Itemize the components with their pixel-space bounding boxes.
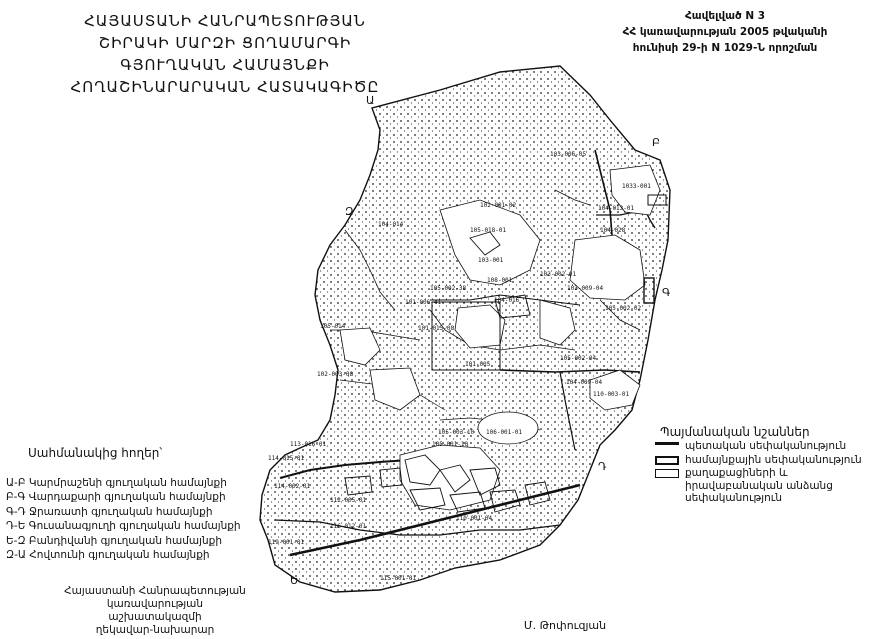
legend-item bbox=[655, 454, 862, 467]
annex-line: Հավելված N 3 bbox=[684, 10, 766, 22]
parcel-label: 110-003-01 bbox=[593, 391, 630, 398]
signature-line: Հայաստանի Հանրապետության bbox=[64, 585, 246, 597]
legend-title: Պայմանական նշաններ bbox=[660, 425, 810, 439]
annex-line: ՀՀ կառավարության 2005 թվականի bbox=[622, 26, 828, 38]
legend bbox=[655, 440, 862, 506]
signature-line: ղեկավար-նախարար bbox=[95, 624, 215, 636]
legend-item bbox=[655, 467, 862, 505]
parcel-label: 102-001-02 bbox=[480, 202, 517, 209]
parcel-label: 116-012-01 bbox=[330, 523, 367, 530]
parcel-label: 104-009-04 bbox=[566, 379, 603, 386]
border-item: Ա-Բ Կարմրաշենի գյուղական համայնքի bbox=[6, 477, 227, 489]
parcel-label: 108-001 bbox=[487, 277, 513, 284]
parcel-label: 105-002-38 bbox=[430, 285, 467, 292]
parcel-label: 110-001-04 bbox=[456, 515, 493, 522]
parcel-label: 105-002-02 bbox=[605, 305, 642, 312]
legend-swatch-blank bbox=[655, 469, 679, 478]
signer-name: Մ. Թոփուզյան bbox=[523, 619, 607, 632]
borders-title: Սահմանակից հողեր՝ bbox=[28, 446, 163, 460]
legend-swatch-solid bbox=[655, 442, 679, 451]
parcel-label: 105-003-10 bbox=[438, 429, 475, 436]
border-item: Զ-Ա Հովտունի գյուղական համայնքի bbox=[6, 549, 210, 562]
corner-label: Դ bbox=[598, 460, 607, 473]
title-line: ՀԱՅԱՍՏԱՆԻ ՀԱՆՐԱՊԵՏՈՒԹՅԱՆ bbox=[84, 12, 366, 30]
parcel-label: 113-016-01 bbox=[290, 441, 327, 448]
parcel-label: 105-002-04 bbox=[560, 355, 597, 362]
annex-line: հունիսի 29-ի N 1029-Ն որոշման bbox=[632, 42, 818, 54]
parcel-label: 103-006-05 bbox=[550, 151, 587, 158]
legend-label: քաղաքացիների և իրավաբանական անձանց սեփականություն bbox=[685, 467, 833, 504]
title-line: ՀՈՂԱՇԻՆԱՐԱՐԱԿԱՆ ՀԱՏԱԿԱԳԻԾԸ bbox=[70, 78, 380, 96]
parcel-label: 105-018-01 bbox=[470, 227, 507, 234]
border-item: Գ-Դ Ջրառատի գյուղական համայնքի bbox=[6, 505, 213, 518]
corner-label: Բ bbox=[652, 136, 661, 149]
parcel-label: 114-015-01 bbox=[268, 455, 305, 462]
signature-block bbox=[60, 585, 250, 637]
parcel-label: 101-005 bbox=[465, 361, 491, 368]
corner-label: Ե bbox=[290, 574, 299, 587]
border-item: Բ-Գ Վարդաքարի գյուղական համայնքի bbox=[6, 491, 226, 504]
border-item: Ե-Զ Բանդիվանի գյուղական համայնքի bbox=[6, 534, 222, 547]
legend-item bbox=[655, 440, 862, 453]
legend-swatch-double bbox=[655, 456, 679, 465]
legend-label: համայնքային սեփականություն bbox=[685, 453, 862, 466]
corner-label: Գ bbox=[662, 286, 671, 299]
parcel-label: 102-003-08 bbox=[317, 371, 354, 378]
parcel-label: 104-016 bbox=[494, 297, 520, 304]
parcel-label: 104-014 bbox=[378, 221, 404, 228]
borders-list bbox=[6, 476, 241, 562]
parcel-label: 106-001-01 bbox=[486, 429, 523, 436]
parcel-label: 119-001-01 bbox=[268, 539, 305, 546]
parcel-label: 103-001 bbox=[478, 257, 504, 264]
parcel-label: 101-006-41 bbox=[405, 299, 442, 306]
legend-label: պետական սեփականություն bbox=[685, 440, 847, 452]
parcel-label: 103-009-04 bbox=[567, 285, 604, 292]
border-item: Դ-Ե Գուսանագյուղի գյուղական համայնքի bbox=[6, 520, 241, 533]
parcel-label: 114-002-01 bbox=[274, 483, 311, 490]
parcel-label: 1033-001 bbox=[622, 183, 651, 190]
parcel-label: 101-015-08 bbox=[418, 325, 455, 332]
annex-note bbox=[600, 8, 850, 56]
parcel-label: 104-013-01 bbox=[598, 205, 635, 212]
map-title bbox=[60, 10, 390, 98]
parcel-label: 104-028 bbox=[600, 227, 626, 234]
parcel-label: 103-002-01 bbox=[540, 271, 577, 278]
corner-label: Ա bbox=[366, 94, 375, 107]
title-line: ՇԻՐԱԿԻ ՄԱՐԶԻ ՑՈՂԱՄԱՐԳԻ ԳՅՈՒՂԱԿԱՆ ՀԱՄԱՅՆՔԻ bbox=[98, 34, 352, 74]
parcel-label: 112-005-01 bbox=[330, 497, 367, 504]
signature-line: կառավարության աշխատակազմի bbox=[106, 598, 204, 623]
corner-label: Զ bbox=[345, 205, 354, 218]
parcel-label: 115-001-01 bbox=[380, 575, 417, 582]
parcel-label: 105-001-10 bbox=[432, 441, 469, 448]
parcel-label: 105-014 bbox=[320, 323, 346, 330]
